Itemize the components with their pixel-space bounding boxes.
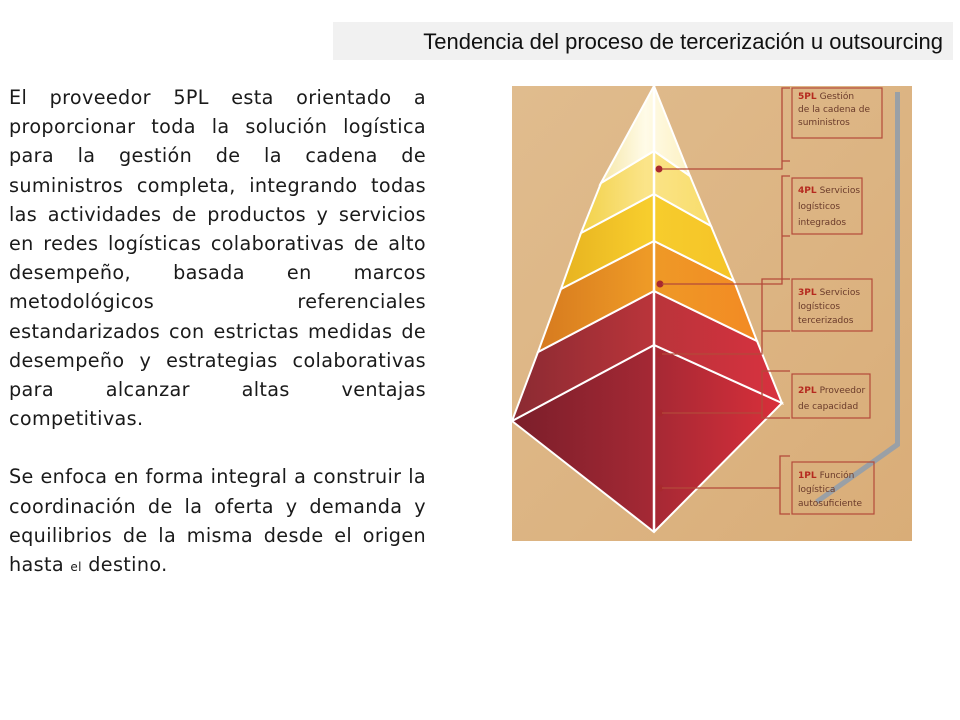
paragraph-2-main: Se enfoca en forma integral a construir la coordinación de la oferta y demanda y equilibrios de la misma desde el origen hasta xyxy=(9,465,426,577)
label-2pl-line2: de capacidad xyxy=(798,402,859,412)
label-2pl: 2PL Proveedor xyxy=(798,386,866,396)
title-bar xyxy=(333,22,953,60)
paragraph-2-small-word: el xyxy=(70,560,82,575)
label-4pl: 4PL Servicios xyxy=(798,186,861,196)
label-3pl-line3: tercerizados xyxy=(798,316,854,326)
label-4pl-line2: logísticos xyxy=(798,202,841,212)
paragraph-5pl-description: El proveedor 5PL esta orientado a proporcionar toda la solución logística para la gestión de la cadena de suministros completa, integrando todas las actividades de productos y servicios en redes logísticas colaborativas de alto desempeño, basada en marcos metodológicos referenciales estandarizados con estrictas medidas de desempeño y estrategias colaborativas para alcanzar altas ventajas competitivas. xyxy=(9,86,426,431)
label-4pl-line3: integrados xyxy=(798,218,847,228)
pyramid-svg xyxy=(512,86,912,541)
slide-title: Tendencia del proceso de tercerización u outsourcing xyxy=(423,29,943,54)
body-text xyxy=(9,83,426,582)
label-5pl: 5PL Gestión xyxy=(798,92,855,102)
pyramid-figure xyxy=(512,86,912,541)
label-1pl: 1PL Función xyxy=(798,471,855,481)
label-1pl-line2: logística xyxy=(798,485,836,495)
paragraph-integral-focus xyxy=(9,462,426,582)
label-3pl-line2: logísticos xyxy=(798,302,841,312)
label-3pl: 3PL Servicios xyxy=(798,288,861,298)
connector-dot-5pl xyxy=(656,166,663,173)
label-5pl-line2: de la cadena de xyxy=(798,105,871,115)
label-1pl-line3: autosuficiente xyxy=(798,499,863,509)
paragraph-2-end: destino. xyxy=(88,553,168,577)
label-5pl-line3: suministros xyxy=(798,118,850,128)
